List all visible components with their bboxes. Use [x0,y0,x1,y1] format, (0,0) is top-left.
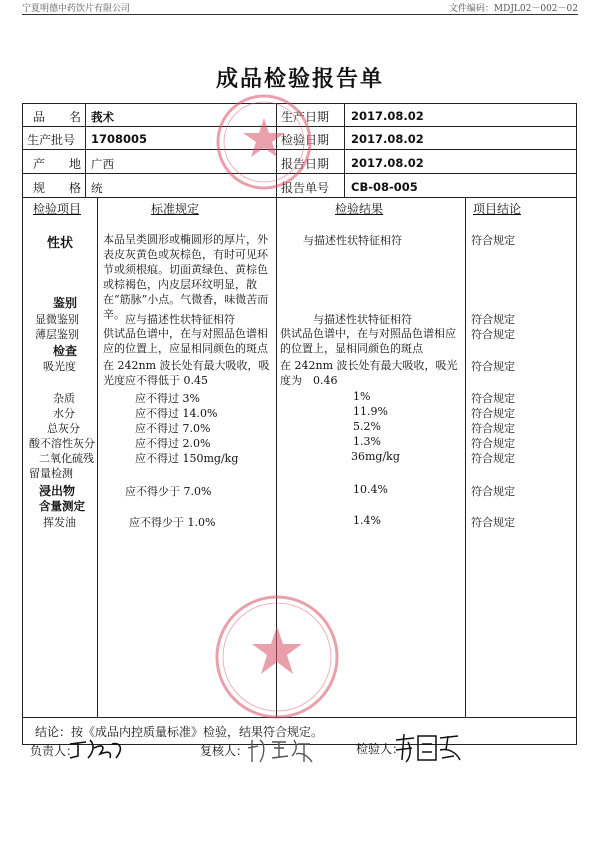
ash-conclusion: 符合规定 [471,422,515,435]
prod-date-label: 生产日期 [281,110,330,124]
reviewer-label: 复核人： [200,744,249,758]
product-label: 品 名 [33,110,82,124]
inspector-label: 检验人： [356,742,405,756]
ash-result: 5.2% [353,420,381,433]
origin-value: 广西 [91,157,114,171]
extract-result: 10.4% [353,483,388,496]
identify-label: 鉴别 [53,296,78,310]
report-title: 成品检验报告单 [215,66,384,92]
spec-label: 规 格 [33,181,82,195]
impurity-conclusion: 符合规定 [471,392,515,405]
prod-date-value: 2017.08.02 [351,109,424,123]
acid-ash-standard: 应不得过 2.0% [135,437,211,450]
so2-item-line2: 留量检测 [29,467,73,480]
absorb-result: 在 242nm 波长处有最大吸收，吸光度为 0.46 [280,359,458,387]
company-name: 宁夏明德中药饮片有限公司 [22,4,131,14]
oil-result: 1.4% [353,514,381,527]
impurity-standard: 应不得过 3% [135,392,200,405]
so2-result: 36mg/kg [351,450,400,463]
report-no-label: 报告单号 [281,181,330,195]
ash-item: 总灰分 [47,422,80,435]
micro-conclusion: 符合规定 [471,313,515,326]
col-standard: 标准规定 [151,202,200,216]
micro-result: 与描述性状特征相符 [313,313,412,326]
report-date-value: 2017.08.02 [351,156,424,170]
responsible-label: 负责人： [30,744,79,758]
water-standard: 应不得过 14.0% [135,407,218,420]
tlc-conclusion: 符合规定 [471,328,515,341]
test-date-value: 2017.08.02 [351,132,424,146]
appearance-item: 性状 [47,236,74,251]
impurity-item: 杂质 [53,392,75,405]
test-date-label: 检验日期 [281,133,330,147]
document-number: 文件编码：MDJL02－002－02 [448,4,578,14]
water-conclusion: 符合规定 [471,407,515,420]
product-value: 莪术 [91,110,114,124]
acid-ash-result: 1.3% [353,435,381,448]
micro-standard: 应与描述性状特征相符 [125,313,235,326]
check-label: 检查 [53,344,78,358]
water-result: 11.9% [353,405,388,418]
so2-item-line1: 二氧化硫残 [39,452,94,465]
impurity-result: 1% [353,390,371,403]
appearance-conclusion: 符合规定 [471,234,515,247]
appearance-result: 与描述性状特征相符 [303,234,402,247]
oil-item: 挥发油 [43,516,76,529]
extract-conclusion: 符合规定 [471,485,515,498]
absorb-conclusion: 符合规定 [471,360,515,373]
extract-standard: 应不得少于 7.0% [125,485,212,498]
col-result: 检验结果 [335,202,384,216]
page-header [22,0,578,15]
col-item: 检验项目 [33,202,82,216]
quality-stamp-bottom [212,592,342,722]
tlc-standard: 供试品色谱中，在与对照品色谱相应的位置上，应显相同颜色的斑点 [103,327,268,355]
reviewer-signature [246,734,316,766]
absorb-standard: 在 242nm 波长处有最大吸收，吸光度应不得低于 0.45 [103,359,270,387]
origin-label: 产 地 [33,157,82,171]
so2-standard: 应不得过 150mg/kg [135,452,239,465]
tlc-item: 薄层鉴别 [35,328,79,341]
report-date-label: 报告日期 [281,157,330,171]
col-conclusion: 项目结论 [473,202,522,216]
report-no-value: CB-08-005 [351,180,418,194]
absorb-item: 吸光度 [43,360,76,373]
tlc-result: 供试品色谱中，在与对照品色谱相应的位置上，显相同颜色的斑点 [280,327,456,355]
spec-value: 统 [91,181,103,195]
inspector-signature [392,730,462,764]
water-item: 水分 [53,407,75,420]
quality-stamp-top [214,92,314,192]
responsible-signature [66,736,128,762]
batch-value: 1708005 [91,132,148,146]
conclusion-text: 结论：按《成品内控质量标准》检验，结果符合规定。 [35,725,324,739]
micro-item: 显微鉴别 [35,313,79,326]
extract-item: 浸出物 [39,484,76,498]
batch-label: 生产批号 [27,133,76,147]
ash-standard: 应不得过 7.0% [135,422,211,435]
appearance-standard: 本品呈类圆形或椭圆形的厚片，外表皮灰黄色或灰棕色，有时可见环节或须根痕。切面黄绿色、黄棕色或棕褐色，内皮层环纹明显，散在“筋脉”小点。气微香，味微苦而辛。 [103,233,269,321]
oil-conclusion: 符合规定 [471,516,515,529]
acid-ash-item: 酸不溶性灰分 [29,437,95,450]
so2-conclusion: 符合规定 [471,452,515,465]
oil-standard: 应不得少于 1.0% [129,516,216,529]
acid-ash-conclusion: 符合规定 [471,437,515,450]
content-label: 含量测定 [39,499,85,513]
